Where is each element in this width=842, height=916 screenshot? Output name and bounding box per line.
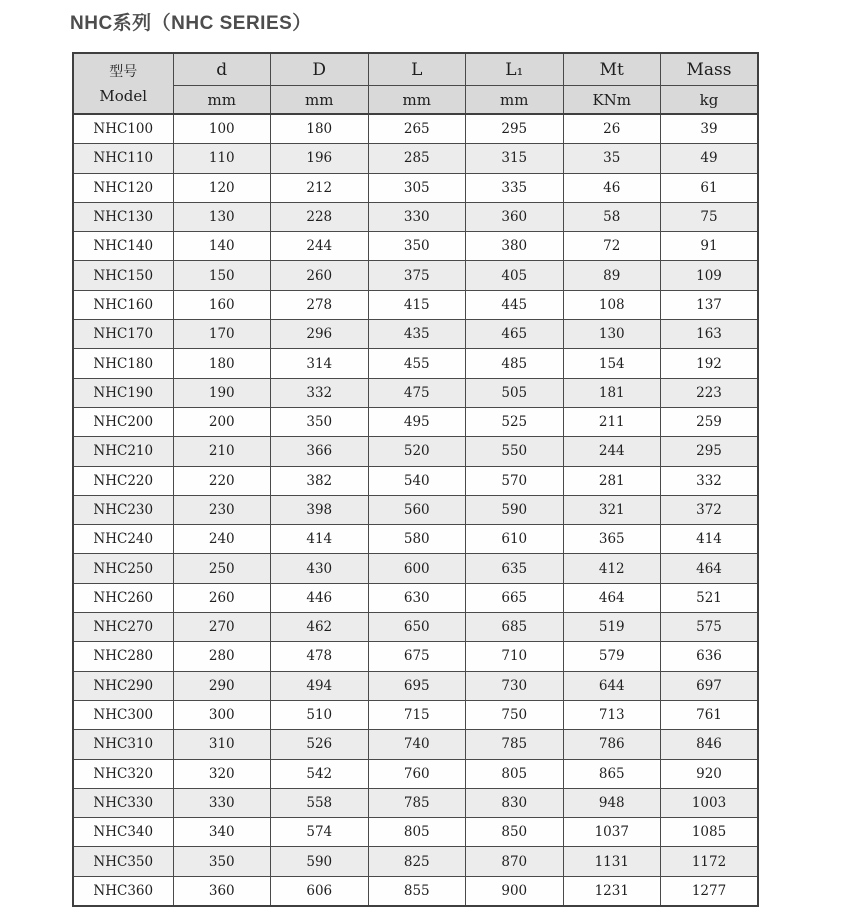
- table-row: [73, 144, 758, 173]
- value-cell: 314: [271, 349, 369, 378]
- value-cell: 785: [466, 730, 564, 759]
- value-cell: 223: [661, 378, 759, 407]
- value-cell: 58: [563, 202, 661, 231]
- value-cell: 697: [661, 671, 759, 700]
- value-cell: 435: [368, 320, 466, 349]
- value-cell: 244: [271, 232, 369, 261]
- model-cell: NHC190: [73, 378, 173, 407]
- model-cell: NHC220: [73, 466, 173, 495]
- header-name-row: [73, 53, 758, 86]
- model-cell: NHC320: [73, 759, 173, 788]
- value-cell: 590: [466, 495, 564, 524]
- model-cell: NHC200: [73, 407, 173, 436]
- value-cell: 540: [368, 466, 466, 495]
- model-cell: NHC350: [73, 847, 173, 876]
- value-cell: 830: [466, 788, 564, 817]
- value-cell: 382: [271, 466, 369, 495]
- column-unit-header: kg: [661, 86, 759, 115]
- value-cell: 305: [368, 173, 466, 202]
- table-row: [73, 173, 758, 202]
- header-unit-row: [73, 86, 758, 115]
- table-row: [73, 525, 758, 554]
- page-title: NHC系列（NHC SERIES）: [70, 13, 312, 34]
- value-cell: 89: [563, 261, 661, 290]
- value-cell: 270: [173, 613, 271, 642]
- column-header: D: [271, 53, 369, 86]
- column-header: L₁: [466, 53, 564, 86]
- column-unit-header: KNm: [563, 86, 661, 115]
- table-row: [73, 876, 758, 906]
- value-cell: 196: [271, 144, 369, 173]
- value-cell: 665: [466, 583, 564, 612]
- column-header: d: [173, 53, 271, 86]
- model-cell: NHC310: [73, 730, 173, 759]
- value-cell: 365: [563, 525, 661, 554]
- column-header: Mt: [563, 53, 661, 86]
- value-cell: 445: [466, 290, 564, 319]
- value-cell: 550: [466, 437, 564, 466]
- value-cell: 1131: [563, 847, 661, 876]
- value-cell: 230: [173, 495, 271, 524]
- table-row: [73, 759, 758, 788]
- value-cell: 160: [173, 290, 271, 319]
- model-cell: NHC120: [73, 173, 173, 202]
- value-cell: 130: [173, 202, 271, 231]
- value-cell: 414: [661, 525, 759, 554]
- value-cell: 250: [173, 554, 271, 583]
- table-row: [73, 437, 758, 466]
- value-cell: 380: [466, 232, 564, 261]
- value-cell: 300: [173, 700, 271, 729]
- value-cell: 590: [271, 847, 369, 876]
- table-row: [73, 495, 758, 524]
- table-row: [73, 642, 758, 671]
- value-cell: 137: [661, 290, 759, 319]
- value-cell: 212: [271, 173, 369, 202]
- value-cell: 475: [368, 378, 466, 407]
- value-cell: 526: [271, 730, 369, 759]
- column-header: Mass: [661, 53, 759, 86]
- table-row: [73, 818, 758, 847]
- value-cell: 108: [563, 290, 661, 319]
- value-cell: 366: [271, 437, 369, 466]
- value-cell: 320: [173, 759, 271, 788]
- value-cell: 375: [368, 261, 466, 290]
- model-cell: NHC150: [73, 261, 173, 290]
- value-cell: 75: [661, 202, 759, 231]
- value-cell: 900: [466, 876, 564, 906]
- table-row: [73, 847, 758, 876]
- value-cell: 579: [563, 642, 661, 671]
- value-cell: 295: [466, 114, 564, 144]
- model-cell: NHC360: [73, 876, 173, 906]
- value-cell: 330: [368, 202, 466, 231]
- value-cell: 281: [563, 466, 661, 495]
- value-cell: 228: [271, 202, 369, 231]
- table-row: [73, 730, 758, 759]
- value-cell: 360: [466, 202, 564, 231]
- value-cell: 240: [173, 525, 271, 554]
- value-cell: 290: [173, 671, 271, 700]
- value-cell: 350: [368, 232, 466, 261]
- value-cell: 35: [563, 144, 661, 173]
- value-cell: 525: [466, 407, 564, 436]
- value-cell: 412: [563, 554, 661, 583]
- value-cell: 265: [368, 114, 466, 144]
- value-cell: 335: [466, 173, 564, 202]
- value-cell: 26: [563, 114, 661, 144]
- value-cell: 644: [563, 671, 661, 700]
- model-cell: NHC180: [73, 349, 173, 378]
- value-cell: 558: [271, 788, 369, 817]
- nhc-series-spec-table: [72, 52, 759, 907]
- value-cell: 330: [173, 788, 271, 817]
- value-cell: 61: [661, 173, 759, 202]
- value-cell: 494: [271, 671, 369, 700]
- value-cell: 1085: [661, 818, 759, 847]
- value-cell: 190: [173, 378, 271, 407]
- table-row: [73, 290, 758, 319]
- value-cell: 1277: [661, 876, 759, 906]
- value-cell: 560: [368, 495, 466, 524]
- table-row: [73, 407, 758, 436]
- value-cell: 1172: [661, 847, 759, 876]
- value-cell: 542: [271, 759, 369, 788]
- value-cell: 321: [563, 495, 661, 524]
- value-cell: 630: [368, 583, 466, 612]
- value-cell: 485: [466, 349, 564, 378]
- value-cell: 610: [466, 525, 564, 554]
- value-cell: 332: [271, 378, 369, 407]
- value-cell: 715: [368, 700, 466, 729]
- value-cell: 505: [466, 378, 564, 407]
- value-cell: 278: [271, 290, 369, 319]
- column-header: L: [368, 53, 466, 86]
- model-cell: NHC290: [73, 671, 173, 700]
- value-cell: 140: [173, 232, 271, 261]
- value-cell: 574: [271, 818, 369, 847]
- value-cell: 805: [368, 818, 466, 847]
- model-label-en: Model: [99, 86, 148, 105]
- value-cell: 210: [173, 437, 271, 466]
- value-cell: 200: [173, 407, 271, 436]
- value-cell: 109: [661, 261, 759, 290]
- value-cell: 855: [368, 876, 466, 906]
- value-cell: 154: [563, 349, 661, 378]
- value-cell: 296: [271, 320, 369, 349]
- model-cell: NHC250: [73, 554, 173, 583]
- value-cell: 163: [661, 320, 759, 349]
- model-cell: NHC210: [73, 437, 173, 466]
- model-column-header: [73, 53, 173, 114]
- value-cell: 805: [466, 759, 564, 788]
- table-row: [73, 349, 758, 378]
- value-cell: 675: [368, 642, 466, 671]
- value-cell: 180: [271, 114, 369, 144]
- value-cell: 398: [271, 495, 369, 524]
- value-cell: 414: [271, 525, 369, 554]
- value-cell: 360: [173, 876, 271, 906]
- value-cell: 740: [368, 730, 466, 759]
- value-cell: 786: [563, 730, 661, 759]
- value-cell: 120: [173, 173, 271, 202]
- value-cell: 315: [466, 144, 564, 173]
- table-row: [73, 788, 758, 817]
- value-cell: 244: [563, 437, 661, 466]
- model-cell: NHC280: [73, 642, 173, 671]
- value-cell: 259: [661, 407, 759, 436]
- table-row: [73, 466, 758, 495]
- value-cell: 730: [466, 671, 564, 700]
- model-cell: NHC230: [73, 495, 173, 524]
- table-body: [73, 114, 758, 906]
- value-cell: 478: [271, 642, 369, 671]
- value-cell: 415: [368, 290, 466, 319]
- value-cell: 464: [563, 583, 661, 612]
- value-cell: 430: [271, 554, 369, 583]
- value-cell: 948: [563, 788, 661, 817]
- value-cell: 350: [173, 847, 271, 876]
- value-cell: 695: [368, 671, 466, 700]
- value-cell: 570: [466, 466, 564, 495]
- table-header: [73, 53, 758, 114]
- value-cell: 635: [466, 554, 564, 583]
- value-cell: 710: [466, 642, 564, 671]
- model-label-cn: 型号: [109, 63, 138, 80]
- model-cell: NHC270: [73, 613, 173, 642]
- value-cell: 260: [173, 583, 271, 612]
- value-cell: 260: [271, 261, 369, 290]
- model-cell: NHC140: [73, 232, 173, 261]
- value-cell: 495: [368, 407, 466, 436]
- value-cell: 760: [368, 759, 466, 788]
- model-cell: NHC160: [73, 290, 173, 319]
- model-cell: NHC330: [73, 788, 173, 817]
- value-cell: 464: [661, 554, 759, 583]
- column-unit-header: mm: [368, 86, 466, 115]
- value-cell: 110: [173, 144, 271, 173]
- value-cell: 750: [466, 700, 564, 729]
- value-cell: 685: [466, 613, 564, 642]
- table-row: [73, 700, 758, 729]
- model-cell: NHC340: [73, 818, 173, 847]
- value-cell: 846: [661, 730, 759, 759]
- value-cell: 372: [661, 495, 759, 524]
- value-cell: 170: [173, 320, 271, 349]
- column-unit-header: mm: [271, 86, 369, 115]
- model-cell: NHC300: [73, 700, 173, 729]
- value-cell: 181: [563, 378, 661, 407]
- value-cell: 580: [368, 525, 466, 554]
- value-cell: 521: [661, 583, 759, 612]
- value-cell: 519: [563, 613, 661, 642]
- value-cell: 72: [563, 232, 661, 261]
- value-cell: 455: [368, 349, 466, 378]
- model-cell: NHC260: [73, 583, 173, 612]
- value-cell: 650: [368, 613, 466, 642]
- table-row: [73, 114, 758, 144]
- value-cell: 520: [368, 437, 466, 466]
- value-cell: 100: [173, 114, 271, 144]
- value-cell: 91: [661, 232, 759, 261]
- value-cell: 180: [173, 349, 271, 378]
- table-row: [73, 671, 758, 700]
- value-cell: 713: [563, 700, 661, 729]
- value-cell: 510: [271, 700, 369, 729]
- table-row: [73, 202, 758, 231]
- model-cell: NHC100: [73, 114, 173, 144]
- value-cell: 600: [368, 554, 466, 583]
- table-row: [73, 261, 758, 290]
- value-cell: 340: [173, 818, 271, 847]
- value-cell: 280: [173, 642, 271, 671]
- table-row: [73, 583, 758, 612]
- model-cell: NHC170: [73, 320, 173, 349]
- value-cell: 575: [661, 613, 759, 642]
- table-row: [73, 320, 758, 349]
- value-cell: 1231: [563, 876, 661, 906]
- value-cell: 636: [661, 642, 759, 671]
- value-cell: 761: [661, 700, 759, 729]
- table-row: [73, 232, 758, 261]
- value-cell: 130: [563, 320, 661, 349]
- value-cell: 825: [368, 847, 466, 876]
- value-cell: 1003: [661, 788, 759, 817]
- value-cell: 46: [563, 173, 661, 202]
- value-cell: 865: [563, 759, 661, 788]
- model-cell: NHC130: [73, 202, 173, 231]
- value-cell: 192: [661, 349, 759, 378]
- value-cell: 870: [466, 847, 564, 876]
- value-cell: 850: [466, 818, 564, 847]
- value-cell: 785: [368, 788, 466, 817]
- value-cell: 606: [271, 876, 369, 906]
- model-cell: NHC240: [73, 525, 173, 554]
- table-row: [73, 554, 758, 583]
- value-cell: 1037: [563, 818, 661, 847]
- value-cell: 220: [173, 466, 271, 495]
- value-cell: 405: [466, 261, 564, 290]
- model-cell: NHC110: [73, 144, 173, 173]
- value-cell: 462: [271, 613, 369, 642]
- value-cell: 332: [661, 466, 759, 495]
- value-cell: 350: [271, 407, 369, 436]
- value-cell: 150: [173, 261, 271, 290]
- value-cell: 920: [661, 759, 759, 788]
- value-cell: 446: [271, 583, 369, 612]
- value-cell: 39: [661, 114, 759, 144]
- value-cell: 49: [661, 144, 759, 173]
- value-cell: 285: [368, 144, 466, 173]
- column-unit-header: mm: [466, 86, 564, 115]
- value-cell: 310: [173, 730, 271, 759]
- value-cell: 211: [563, 407, 661, 436]
- value-cell: 295: [661, 437, 759, 466]
- table-row: [73, 613, 758, 642]
- table-row: [73, 378, 758, 407]
- column-unit-header: mm: [173, 86, 271, 115]
- value-cell: 465: [466, 320, 564, 349]
